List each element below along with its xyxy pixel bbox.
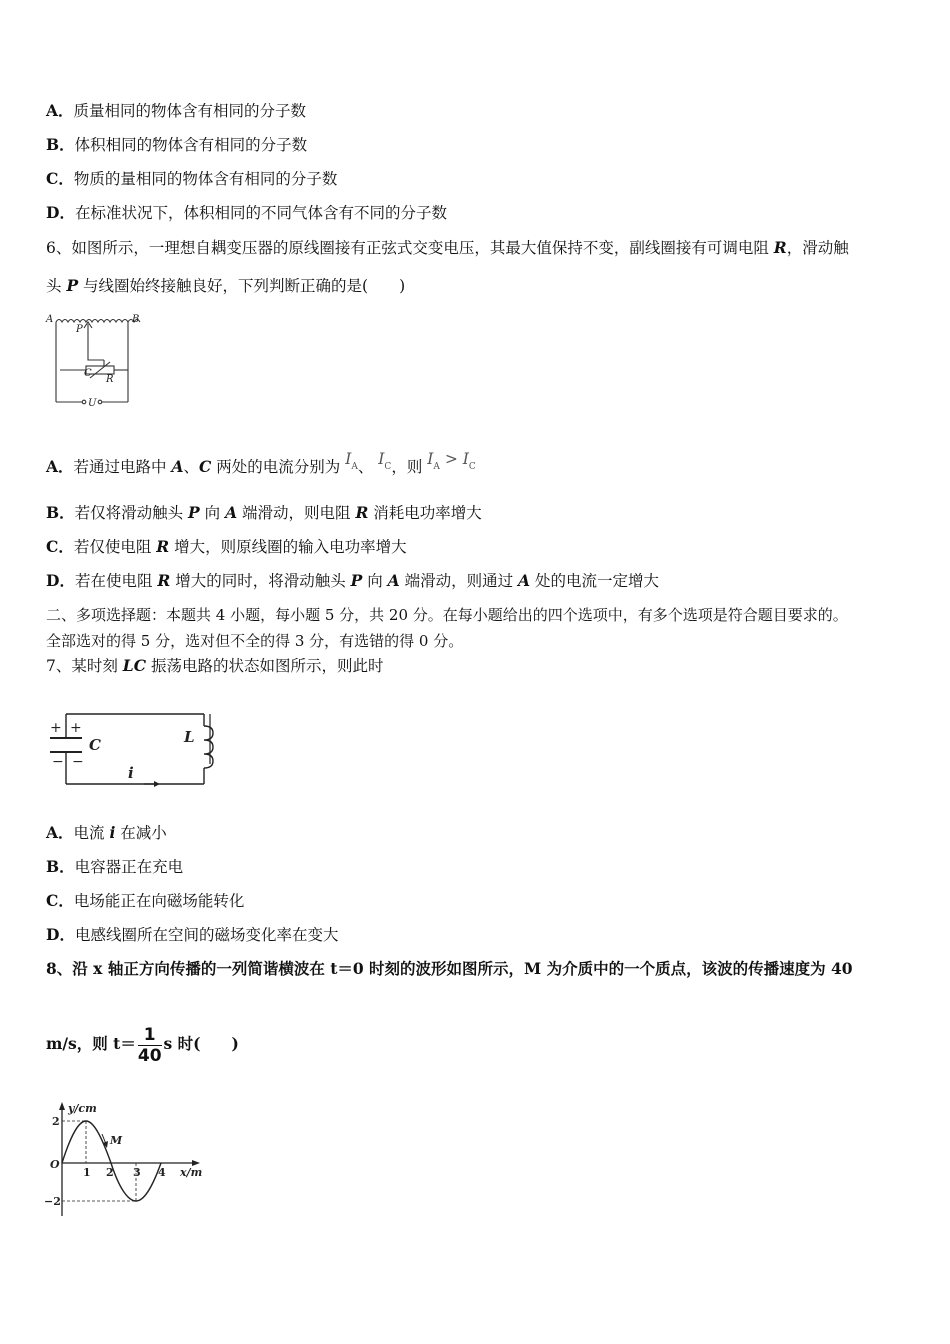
q6-option-c: C．若仅使电阻 R 增大，则原线圈的输入电功率增大 — [46, 537, 407, 556]
q7-lc-circuit-figure — [44, 700, 216, 794]
q7-minus-left: − — [52, 754, 64, 770]
q5-option-d: D．在标准状况下，体积相同的不同气体含有不同的分子数 — [46, 203, 447, 222]
q6-fig-label-u: U — [88, 398, 97, 409]
q8-y-axis-label: y/cm — [68, 1102, 97, 1115]
q6-fig-label-c: C — [84, 368, 92, 379]
q6-fig-label-a: A — [46, 314, 54, 325]
q7-fig-label-i: i — [128, 764, 134, 782]
q8-fraction: $\frac{1}{40}$ — [137, 1024, 162, 1066]
q6-option-d: D．若在使电阻 R 增大的同时，将滑动触头 P 向 A 端滑动，则通过 A 处的电流一定增大 — [46, 571, 660, 590]
section2-line1: 二、多项选择题：本题共 4 小题，每小题 5 分，共 20 分。在每小题给出的四个选项中，有多个选项是符合题目要求的。 — [46, 606, 848, 624]
q8-xtick-3: 3 — [133, 1166, 141, 1179]
q7-option-a: A．电流 i 在减小 — [46, 823, 167, 842]
q8-ytick-neg2: −2 — [44, 1195, 61, 1208]
q7-plus-left: + — [50, 720, 62, 736]
q8-ytick-2: 2 — [52, 1115, 60, 1128]
q8-point-m-label: M — [110, 1134, 123, 1147]
q8-xtick-2: 2 — [106, 1166, 114, 1179]
q6-stem-line1: 6、如图所示，一理想自耦变压器的原线圈接有正弦式交变电压，其最大值保持不变，副线圈接有可调电阻 R，滑动触 — [46, 238, 849, 257]
q8-xtick-1: 1 — [83, 1166, 91, 1179]
q6-fig-label-p: P — [76, 324, 83, 335]
q8-stem-line1: 8、沿 x 轴正方向传播的一列简谐横波在 t＝0 时刻的波形如图所示，M 为介质中的一个质点，该波的传播速度为 40 — [46, 959, 853, 978]
q7-fig-label-c: C — [89, 736, 101, 754]
q7-plus-right: + — [70, 720, 82, 736]
q5-option-a: A．质量相同的物体含有相同的分子数 — [46, 101, 307, 120]
q7-option-c: C．电场能正在向磁场能转化 — [46, 891, 245, 910]
q5-option-b: B．体积相同的物体含有相同的分子数 — [46, 135, 308, 154]
q6-option-b: B．若仅将滑动触头 P 向 A 端滑动，则电阻 R 消耗电功率增大 — [46, 503, 482, 522]
q8-x-axis-label: x/m — [180, 1166, 203, 1179]
q7-minus-right: − — [72, 754, 84, 770]
q8-stem-line2: m/s，则 t＝ $\frac{1}{40}$ s 时( ) — [46, 1024, 239, 1066]
q6-option-a: A．若通过电路中 A、C 两处的电流分别为 $I_A$、 $I_C$，则 $I_A > I_C$ — [46, 450, 476, 476]
q6-fig-label-r: R — [106, 374, 114, 385]
q7-option-b: B．电容器正在充电 — [46, 857, 184, 876]
q6-fig-label-b: B — [132, 314, 140, 325]
q7-fig-label-l: L — [184, 728, 195, 746]
q7-stem: 7、某时刻 LC 振荡电路的状态如图所示，则此时 — [46, 656, 384, 675]
q8-xtick-4: 4 — [158, 1166, 166, 1179]
q6-stem-line2: 头 P 与线圈始终接触良好，下列判断正确的是( ) — [46, 276, 406, 295]
q8-wave-graph — [40, 1098, 210, 1218]
q6-transformer-figure — [44, 310, 140, 410]
q5-option-c: C．物质的量相同的物体含有相同的分子数 — [46, 169, 338, 188]
q8-origin-label: O — [50, 1158, 60, 1171]
section2-line2: 全部选对的得 5 分，选对但不全的得 3 分，有选错的得 0 分。 — [46, 632, 464, 650]
q7-option-d: D．电感线圈所在空间的磁场变化率在变大 — [46, 925, 339, 944]
